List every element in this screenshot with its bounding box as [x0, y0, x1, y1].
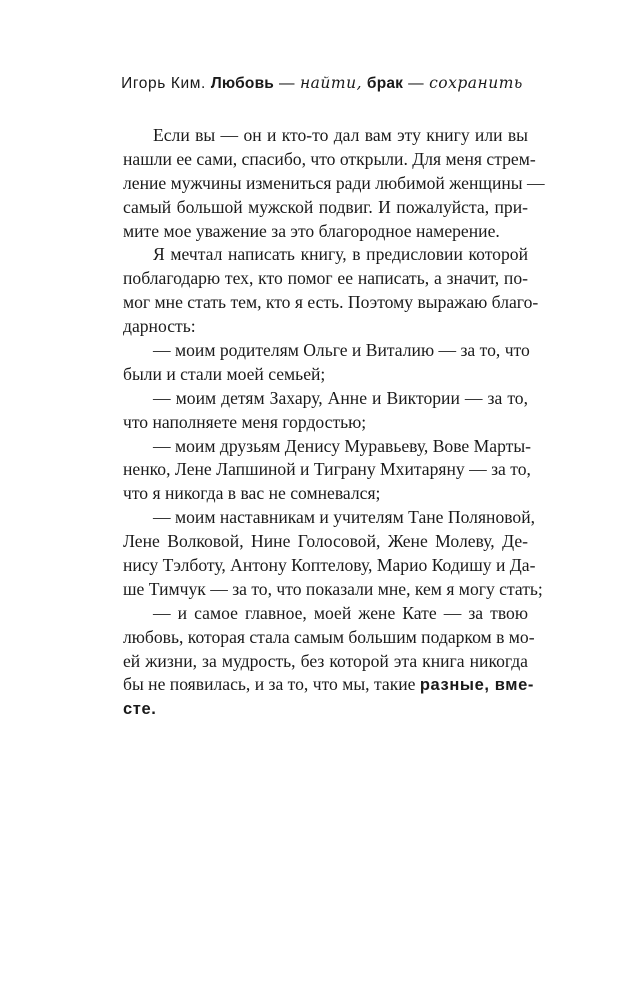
list-item-line: что я никогда в вас не сомневался; — [123, 483, 381, 504]
header-dash-2: — — [403, 75, 430, 92]
text-line: мите мое уважение за это благородное намерение. — [123, 220, 500, 241]
text-line: ление мужчины измениться ради любимой женщины — — [123, 172, 545, 193]
header-title-love: Любовь — [210, 75, 275, 92]
text-line: дарность: — [123, 316, 196, 337]
header-title-find: найти, — [299, 74, 362, 92]
list-item-line: ше Тимчук — за то, что показали мне, кем я могу стать; — [123, 578, 543, 599]
text-line: мог мне стать тем, кто я есть. Поэтому выражаю благо- — [123, 292, 539, 313]
list-item-line — [123, 673, 534, 697]
list-item-line: были и стали моей семьей; — [123, 363, 326, 384]
line-text: бы не появилась, и за то, что мы, такие — [123, 674, 420, 695]
header-title-marriage: брак — [366, 75, 404, 92]
text-line: самый большой мужской подвиг. И пожалуйста, при- — [123, 196, 528, 217]
text-line: Если вы — он и кто-то дал вам эту книгу или вы — [153, 125, 528, 145]
emphasis-text: разные, вме- — [419, 676, 534, 695]
list-item-line: — моим наставникам и учителям Тане Поляновой, — [153, 507, 536, 528]
list-item-line: что наполняете меня гордостью; — [123, 411, 367, 432]
list-item-line: Лене Волковой, Нине Голосовой, Жене Молеву, Де- — [123, 531, 528, 552]
list-item-line: ненко, Лене Лапшиной и Тиграну Мхитаряну — за то, — [123, 459, 531, 480]
header-title-keep: сохранить — [429, 74, 523, 92]
text-line: нашли ее сами, спасибо, что открыли. Для меня стрем- — [123, 148, 536, 169]
header-author: Игорь Ким. — [121, 75, 206, 92]
list-item-line: нису Тэлботу, Антону Коптелову, Марио Кодишу и Да- — [123, 555, 536, 576]
text-line: поблагодарю тех, кто помог ее написать, а значит, по- — [123, 268, 528, 289]
header-dash-1: — — [274, 75, 300, 92]
list-item-line: ей жизни, за мудрость, без которой эта книга никогда — [123, 650, 528, 671]
list-item-line: любовь, которая стала самым большим подарком в мо- — [123, 626, 535, 647]
emphasis-text: сте. — [123, 700, 157, 719]
list-item-line: — и самое главное, моей жене Кате — за твою — [153, 602, 528, 623]
text-line: Я мечтал написать книгу, в предисловии которой — [153, 244, 528, 265]
list-item-line: — моим детям Захару, Анне и Виктории — за то, — [153, 387, 528, 408]
list-item-line: — моим родителям Ольге и Виталию — за то, что — [153, 340, 530, 361]
list-item-line — [123, 697, 528, 721]
list-item-line: — моим друзьям Денису Муравьеву, Вове Марты- — [153, 435, 532, 456]
running-header — [0, 74, 644, 93]
body-text — [123, 124, 545, 721]
